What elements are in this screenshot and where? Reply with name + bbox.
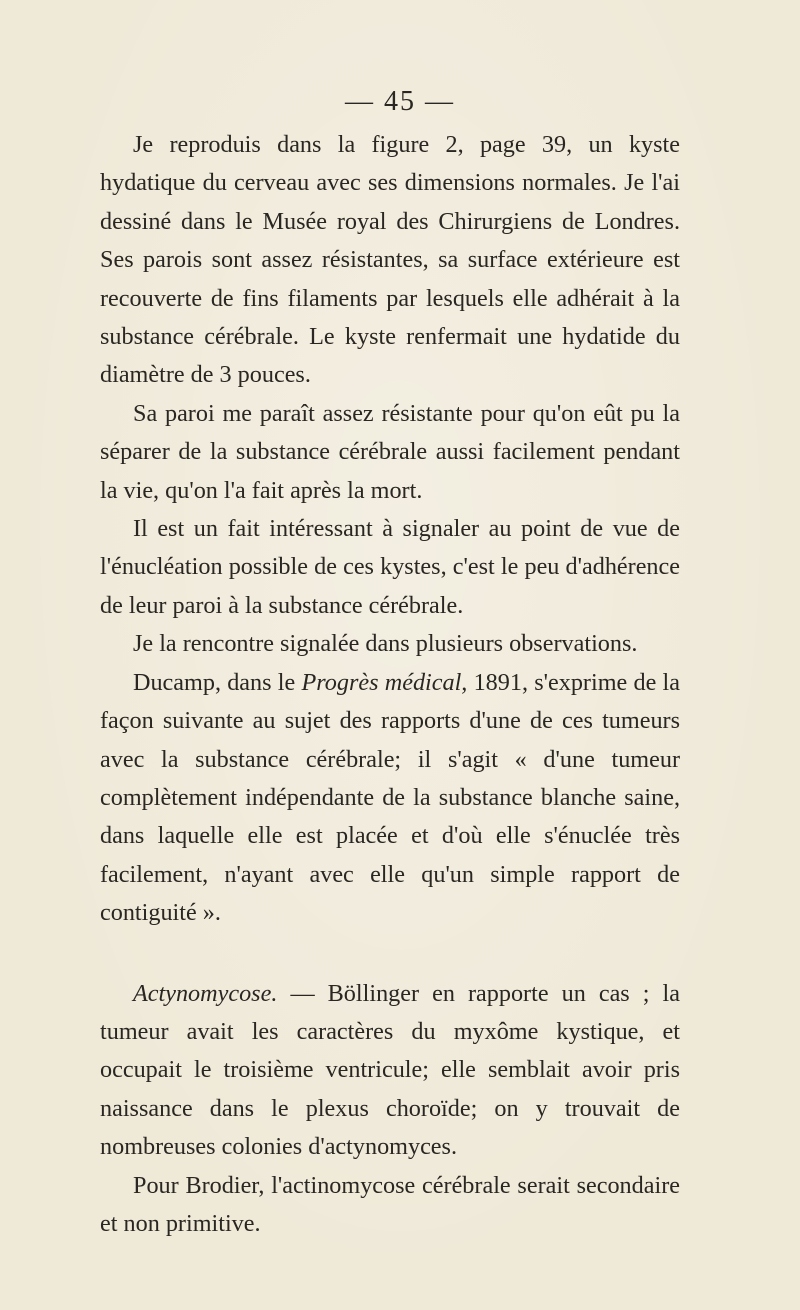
section-title: Actynomycose. [133, 979, 278, 1007]
paragraph-actynomycose [100, 975, 680, 1167]
paragraph-paroi-resistante: Sa paroi me paraît assez résistante pour qu'on eût pu la séparer de la substance cérébrale aussi facilement pendant la vie, qu'on l'a fait après la mort. [100, 399, 680, 504]
paragraph-ducamp [100, 664, 680, 933]
journal-title: Progrès médical, [301, 668, 468, 696]
paragraph-ducamp-lead: Ducamp, dans le [133, 668, 302, 696]
paragraph-actynomycose-body: — Böllinger en rapporte un cas ; la tumeur avait les caractères du myxôme kystique, et occupait le troisième ventricule; elle semblait avoir pris naissance dans le plexus choroïde; on y trouvait de nombreuses colonies d'actynomyces. [100, 979, 680, 1161]
paragraph-observations: Je la rencontre signalée dans plusieurs observations. [133, 630, 638, 658]
page-number: — 45 — [345, 86, 455, 117]
paragraph-ducamp-rest: 1891, s'exprime de la façon suivante au sujet des rapports d'une de ces tumeurs avec la substance cérébrale; il s'agit « d'une tumeur complètement indépendante de la substance blanche saine, dans laquelle elle est placée et d'où elle s'énuclée très facilement, n'ayant avec elle qu'un simple rapport de contiguité ». [100, 668, 680, 927]
body-text [100, 126, 680, 1243]
paragraph-kyste-hydatique: Je reproduis dans la figure 2, page 39, un kyste hydatique du cerveau avec ses dimensions normales. Je l'ai dessiné dans le Musée royal des Chirurgiens de Londres. Ses parois sont assez résistantes, sa surface extérieure est recouverte de fins filaments par lesquels elle adhérait à la substance cérébrale. Le kyste renfermait une hydatide du diamètre de 3 pouces. [100, 131, 680, 389]
paragraph-enucleation: Il est un fait intéressant à signaler au point de vue de l'énucléation possible de ces kystes, c'est le peu d'adhérence de leur paroi à la substance cérébrale. [100, 515, 680, 619]
paragraph-brodier: Pour Brodier, l'actinomycose cérébrale serait secondaire et non primitive. [100, 1171, 680, 1237]
